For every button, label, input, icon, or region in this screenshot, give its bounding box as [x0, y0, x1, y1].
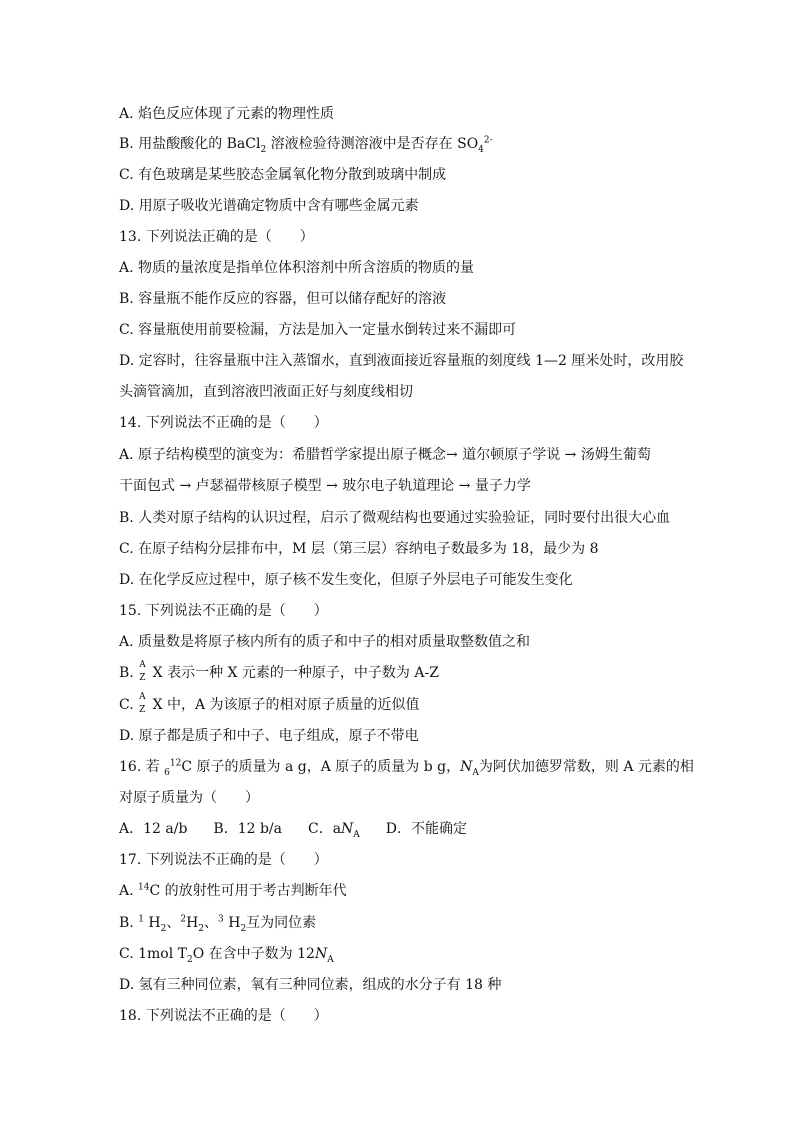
options-16: [119, 819, 493, 839]
superscript: 3: [218, 914, 224, 925]
atomic-number: Z: [139, 705, 146, 715]
option-text: C. 在原子结构分层排布中，M 层（第三层）容纳电子数最多为 18，最少为 8: [119, 541, 599, 557]
text: N: [460, 759, 473, 775]
text: H: [143, 915, 161, 931]
option-text: B. 容量瓶不能作反应的容器，但可以储存配好的溶液: [119, 291, 447, 307]
option-text: B. 人类对原子结构的认识过程，启示了微观结构也要通过实验验证，同时要付出很大心血: [119, 510, 671, 526]
option-12c: [119, 165, 446, 185]
option-15c: [119, 692, 420, 715]
text: H: [223, 915, 241, 931]
option-13b: [119, 289, 446, 309]
option-text: D. 定容时，往容量瓶中注入蒸馏水，直到液面接近容量瓶的刻度线 1—2 厘米处时，改用胶: [119, 353, 684, 369]
text: 16. 若: [119, 759, 165, 775]
text: 、: [166, 915, 181, 931]
question-text: 18. 下列说法不正确的是（ ）: [119, 1008, 328, 1024]
superscript: 1: [138, 914, 144, 925]
question-17: [119, 850, 328, 870]
option-text: D. 氢有三种同位素，氧有三种同位素，组成的水分子有 18 种: [119, 977, 502, 993]
text: C 原子的质量为 a g，A 原子的质量为 b g，: [181, 759, 461, 775]
option-15a: [119, 632, 530, 652]
question-16: [119, 757, 694, 777]
superscript: 2-: [483, 135, 493, 146]
text: 互为同位素: [246, 915, 317, 931]
question-text: 14. 下列说法不正确的是（ ）: [119, 415, 328, 431]
option-13c: [119, 320, 516, 340]
option-15d: [119, 726, 419, 746]
question-16-cont: [119, 788, 259, 808]
text: B. 用盐酸酸化的 BaCl: [119, 136, 261, 152]
option-12b: [119, 134, 493, 154]
option-13d: [119, 351, 683, 371]
text: 溶液检验待测溶液中是否存在 SO: [266, 136, 479, 152]
subscript: 2: [187, 954, 193, 965]
subscript: 6: [164, 767, 170, 778]
text: C.: [119, 697, 139, 713]
text: H: [186, 915, 199, 931]
option-text: A. 物质的量浓度是指单位体积溶剂中所含溶质的物质的量: [119, 260, 475, 276]
option-text: 头滴管滴加，直到溶液凹液面正好与刻度线相切: [119, 384, 413, 400]
text: C. 1mol T: [119, 946, 187, 962]
option-14a: [119, 445, 651, 465]
mass-number: A: [139, 692, 146, 702]
option-17a: [119, 881, 347, 901]
option-text: D. 原子都是质子和中子、电子组成，原子不带电: [119, 728, 419, 744]
subscript: 2: [260, 144, 267, 155]
option-17d: [119, 975, 501, 995]
text: N: [314, 946, 328, 962]
option-16c: [308, 819, 360, 839]
question-text: 15. 下列说法不正确的是（ ）: [119, 603, 328, 619]
option-14a-cont: [119, 476, 531, 496]
option-14c: [119, 539, 599, 559]
text: 为阿伏加德罗常数，则 A 元素的相: [478, 759, 694, 775]
question-text: 13. 下列说法正确的是（ ）: [119, 229, 314, 245]
option-text: D. 用原子吸收光谱确定物质中含有哪些金属元素: [119, 198, 419, 214]
option-12d: [119, 196, 419, 216]
option-text: 干面包式 → 卢瑟福带核原子模型 → 玻尔电子轨道理论 → 量子力学: [119, 478, 531, 494]
superscript: 12: [169, 758, 182, 769]
text: C 的放射性可用于考古判断年代: [149, 883, 347, 899]
text: B.: [119, 665, 139, 681]
superscript: 14: [138, 882, 150, 893]
nuclide-notation: [138, 660, 148, 683]
question-18: [119, 1006, 328, 1026]
text: O 在含中子数为 12: [192, 946, 315, 962]
mass-number: A: [139, 660, 146, 670]
option-12a: [119, 104, 334, 124]
nuclide-notation: [138, 692, 148, 715]
subscript: 2: [240, 923, 247, 934]
option-text: A. 质量数是将原子核内所有的质子和中子的相对质量取整数值之和: [119, 634, 531, 650]
text: B.: [119, 915, 139, 931]
option-16a: A．12 a/b: [119, 821, 188, 837]
option-text: A. 焰色反应体现了元素的物理性质: [119, 106, 335, 122]
subscript: A: [472, 767, 479, 778]
text: N: [341, 821, 354, 837]
option-text: C. 有色玻璃是某些胶态金属氧化物分散到玻璃中制成: [119, 167, 447, 183]
option-14b: [119, 508, 670, 528]
option-17c: [119, 944, 334, 964]
question-text: 对原子质量为（ ）: [119, 790, 259, 806]
option-13a: [119, 258, 474, 278]
option-16d: D．不能确定: [385, 821, 468, 837]
option-15b: [119, 660, 439, 683]
option-text: A. 原子结构模型的演变为：希腊哲学家提出原子概念→ 道尔顿原子学说 → 汤姆生葡萄: [119, 447, 651, 463]
option-17b: [119, 913, 316, 933]
question-14: [119, 413, 328, 433]
text: A.: [119, 883, 139, 899]
option-16b: B．12 b/a: [213, 821, 282, 837]
option-text: C. 容量瓶使用前要检漏，方法是加入一定量水倒转过来不漏即可: [119, 322, 517, 338]
option-13d-cont: [119, 382, 413, 402]
superscript: 2: [180, 914, 187, 925]
option-14d: [119, 570, 573, 590]
subscript: 4: [478, 144, 484, 155]
option-text: D. 在化学反应过程中，原子核不发生变化，但原子外层电子可能发生变化: [119, 572, 573, 588]
subscript: 2: [198, 923, 205, 934]
subscript: A: [353, 829, 360, 840]
text: X 中，A 为该原子的相对原子质量的近似值: [148, 697, 420, 713]
atomic-number: Z: [139, 673, 146, 683]
text: 、: [204, 915, 219, 931]
question-15: [119, 601, 328, 621]
subscript: 2: [160, 923, 167, 934]
question-text: 17. 下列说法不正确的是（ ）: [119, 852, 328, 868]
subscript: A: [327, 954, 334, 965]
text: X 表示一种 X 元素的一种原子，中子数为 A-Z: [148, 665, 439, 681]
text: C．a: [307, 821, 342, 837]
question-13: [119, 227, 314, 247]
